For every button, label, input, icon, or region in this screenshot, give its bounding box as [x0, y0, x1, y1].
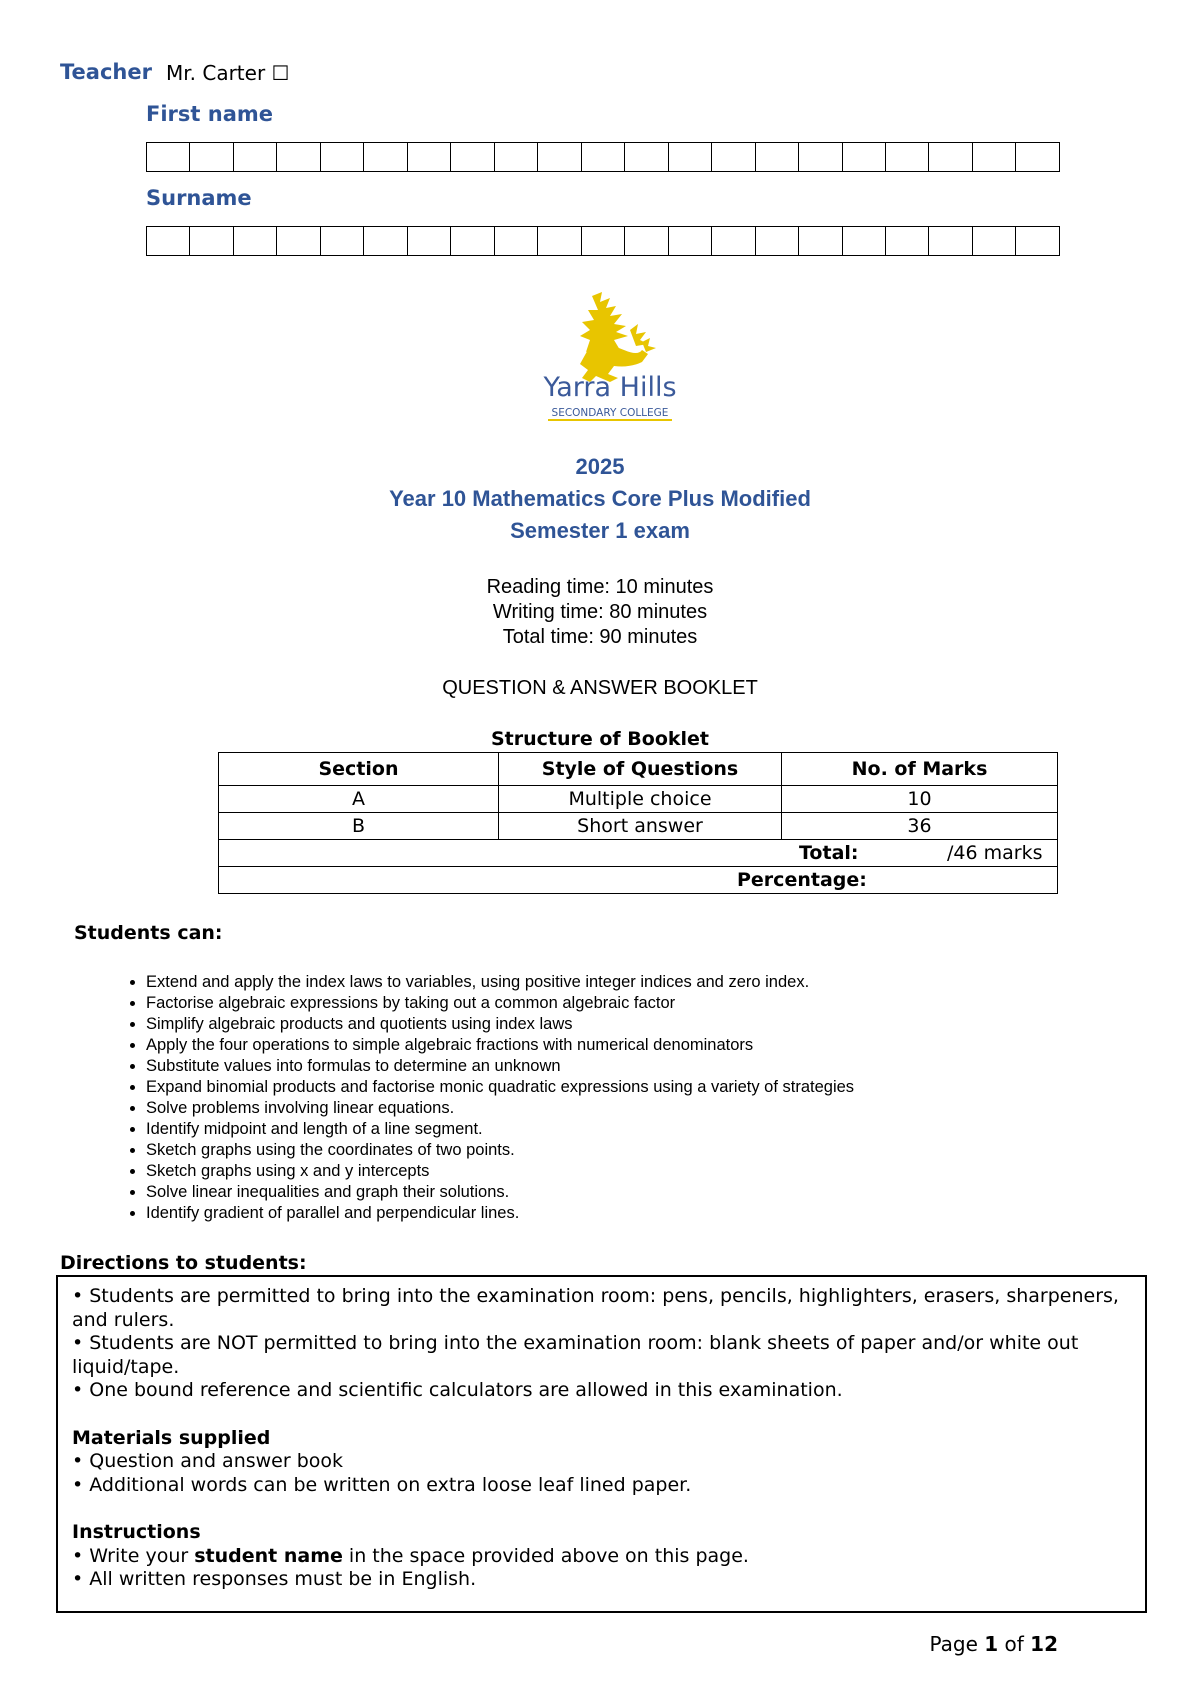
- list-item: • Sketch graphs using x and y intercepts: [146, 1161, 1146, 1182]
- row-style: Multiple choice: [499, 786, 782, 813]
- letter-box[interactable]: [973, 143, 1016, 171]
- total-value: /46 marks: [947, 842, 1043, 864]
- teacher-label: Teacher: [60, 60, 152, 84]
- header-style: Style of Questions: [499, 753, 782, 786]
- letter-box[interactable]: [277, 227, 320, 255]
- percentage-row: [219, 867, 1058, 894]
- list-item: • Factorise algebraic expressions by taking out a common algebraic factor: [146, 993, 1146, 1014]
- course-title: Year 10 Mathematics Core Plus Modified: [389, 486, 811, 511]
- letter-box[interactable]: [756, 227, 799, 255]
- materials-item: • Additional words can be written on extra loose leaf lined paper.: [72, 1473, 692, 1496]
- total-label: Total:: [799, 842, 859, 864]
- school-logo: [530, 290, 690, 430]
- row-marks: 10: [782, 786, 1058, 813]
- page-number: 1: [984, 1632, 999, 1656]
- total-row: [219, 840, 1058, 867]
- page-word: Page: [929, 1632, 978, 1656]
- griffin-emblem-icon: [530, 290, 690, 430]
- letter-box[interactable]: [929, 143, 972, 171]
- instruction-line: [72, 1545, 1131, 1569]
- exam-year: 2025: [575, 454, 625, 479]
- letter-box[interactable]: [408, 143, 451, 171]
- letter-box[interactable]: [190, 143, 233, 171]
- first-name-boxes[interactable]: [146, 142, 1060, 172]
- page-footer: [929, 1632, 1058, 1656]
- letter-box[interactable]: [669, 227, 712, 255]
- letter-box[interactable]: [886, 227, 929, 255]
- list-item: • Sketch graphs using the coordinates of two points.: [146, 1140, 1146, 1161]
- letter-box[interactable]: [886, 143, 929, 171]
- letter-box[interactable]: [799, 143, 842, 171]
- letter-box[interactable]: [799, 227, 842, 255]
- letter-box[interactable]: [1016, 227, 1058, 255]
- letter-box[interactable]: [147, 143, 190, 171]
- letter-box[interactable]: [582, 227, 625, 255]
- letter-box[interactable]: [843, 143, 886, 171]
- reading-time: Reading time: 10 minutes: [486, 576, 714, 598]
- letter-box[interactable]: [538, 227, 581, 255]
- letter-box[interactable]: [1016, 143, 1058, 171]
- list-item: • Apply the four operations to simple algebraic fractions with numerical denominators: [146, 1035, 1146, 1056]
- instr-prefix: • Write your: [72, 1544, 195, 1567]
- letter-box[interactable]: [843, 227, 886, 255]
- booklet-label: QUESTION & ANSWER BOOKLET: [442, 677, 758, 699]
- letter-box[interactable]: [973, 227, 1016, 255]
- header-marks: No. of Marks: [782, 753, 1058, 786]
- direction-line: • Students are permitted to bring into the examination room: pens, pencils, highlighters, erasers, sharpeners, and rulers.: [72, 1285, 1119, 1331]
- teacher-value: Mr. Carter: [166, 61, 266, 85]
- letter-box[interactable]: [364, 143, 407, 171]
- letter-box[interactable]: [277, 143, 320, 171]
- structure-table: [218, 752, 1058, 894]
- letter-box[interactable]: [538, 143, 581, 171]
- of-word: of: [1004, 1632, 1024, 1656]
- instr-bold: student name: [194, 1544, 343, 1567]
- instructions-title: Instructions: [72, 1521, 201, 1543]
- logo-name-line2: SECONDARY COLLEGE: [551, 407, 669, 419]
- surname-label: Surname: [146, 186, 252, 210]
- letter-box[interactable]: [147, 227, 190, 255]
- logo-name-line1: Yarra Hills: [543, 372, 677, 403]
- letter-box[interactable]: [712, 227, 755, 255]
- students-can-title: Students can:: [74, 922, 223, 944]
- list-item: • Solve linear inequalities and graph their solutions.: [146, 1182, 1146, 1203]
- surname-boxes[interactable]: [146, 226, 1060, 256]
- letter-box[interactable]: [321, 143, 364, 171]
- direction-line: • One bound reference and scientific calculators are allowed in this examination.: [72, 1379, 843, 1401]
- letter-box[interactable]: [625, 227, 668, 255]
- list-item: • Substitute values into formulas to determine an unknown: [146, 1056, 1146, 1077]
- percentage-label: Percentage:: [737, 869, 867, 891]
- directions-box: [56, 1275, 1147, 1613]
- list-item: • Simplify algebraic products and quotients using index laws: [146, 1014, 1146, 1035]
- teacher-checkbox[interactable]: ☐: [271, 61, 290, 85]
- letter-box[interactable]: [190, 227, 233, 255]
- letter-box[interactable]: [451, 227, 494, 255]
- list-item: • Extend and apply the index laws to variables, using positive integer indices and zero index.: [146, 972, 1146, 993]
- row-marks: 36: [782, 813, 1058, 840]
- teacher-name: [166, 61, 289, 85]
- letter-box[interactable]: [495, 143, 538, 171]
- letter-box[interactable]: [625, 143, 668, 171]
- letter-box[interactable]: [582, 143, 625, 171]
- list-item: • Solve problems involving linear equations.: [146, 1098, 1146, 1119]
- row-style: Short answer: [499, 813, 782, 840]
- letter-box[interactable]: [712, 143, 755, 171]
- table-row: [219, 786, 1058, 813]
- letter-box[interactable]: [929, 227, 972, 255]
- outcomes-list: [86, 972, 1146, 1224]
- list-item: • Expand binomial products and factorise monic quadratic expressions using a variety of strategies: [146, 1077, 1146, 1098]
- letter-box[interactable]: [756, 143, 799, 171]
- total-time: Total time: 90 minutes: [502, 626, 698, 648]
- letter-box[interactable]: [451, 143, 494, 171]
- materials-item: • Question and answer book: [72, 1450, 344, 1472]
- materials-title: Materials supplied: [72, 1426, 271, 1449]
- letter-box[interactable]: [364, 227, 407, 255]
- letter-box[interactable]: [669, 143, 712, 171]
- instruction-line: • All written responses must be in English.: [72, 1568, 477, 1590]
- structure-title: Structure of Booklet: [490, 728, 710, 750]
- row-section: B: [219, 813, 499, 840]
- page-total: 12: [1030, 1632, 1058, 1656]
- letter-box[interactable]: [408, 227, 451, 255]
- table-row: [219, 813, 1058, 840]
- letter-box[interactable]: [234, 227, 277, 255]
- list-item: • Identify gradient of parallel and perpendicular lines.: [146, 1203, 1146, 1224]
- exam-title: Semester 1 exam: [510, 518, 690, 543]
- letter-box[interactable]: [234, 143, 277, 171]
- letter-box[interactable]: [495, 227, 538, 255]
- row-section: A: [219, 786, 499, 813]
- instr-suffix: in the space provided above on this page.: [342, 1544, 749, 1567]
- structure-header-row: [219, 753, 1058, 786]
- direction-line: • Students are NOT permitted to bring into the examination room: blank sheets of paper and/or white out liquid/tape.: [72, 1332, 1079, 1378]
- letter-box[interactable]: [321, 227, 364, 255]
- directions-title: Directions to students:: [60, 1252, 307, 1274]
- list-item: • Identify midpoint and length of a line segment.: [146, 1119, 1146, 1140]
- header-section: Section: [219, 753, 499, 786]
- first-name-label: First name: [146, 102, 273, 126]
- writing-time: Writing time: 80 minutes: [492, 601, 708, 623]
